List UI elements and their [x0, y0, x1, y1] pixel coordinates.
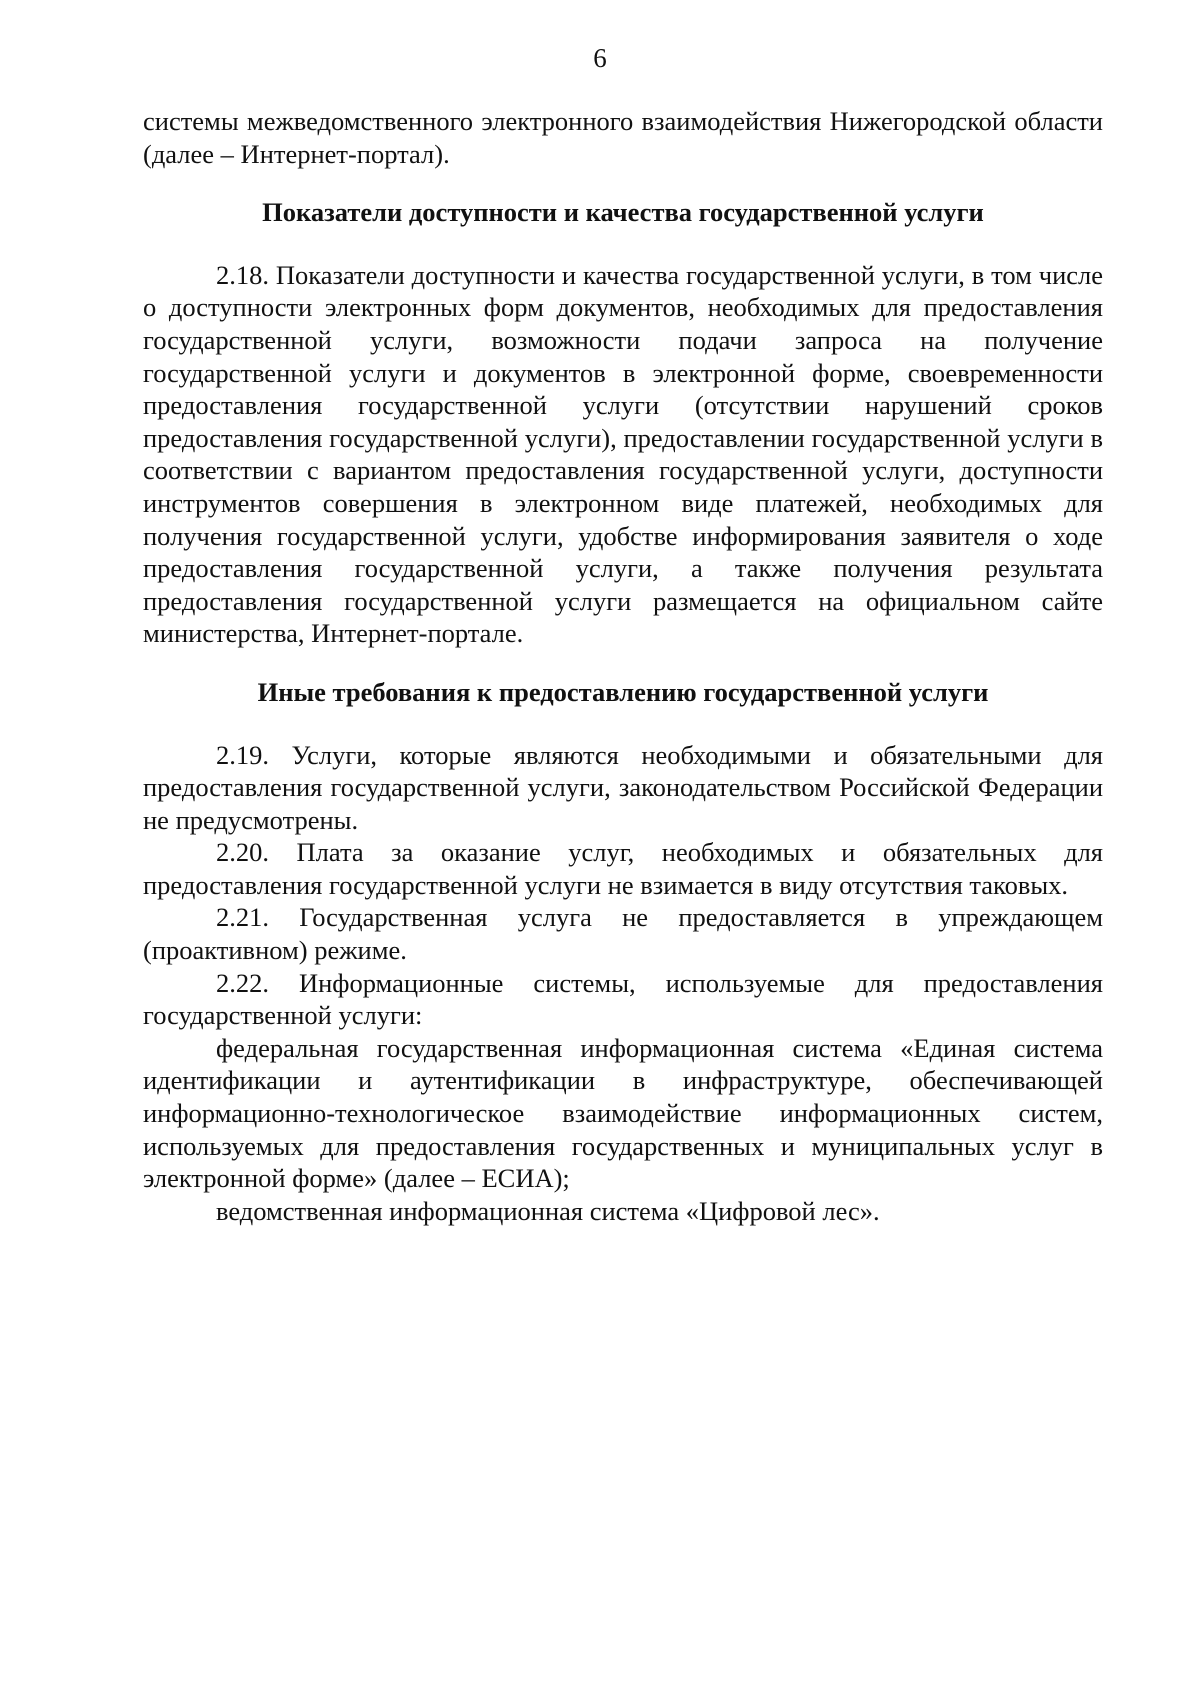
document-body	[143, 105, 1103, 1227]
paragraph-2-21: 2.21. Государственная услуга не предоставляется в упреждающем (проактивном) режиме.	[143, 902, 1103, 966]
continuation-paragraph: системы межведомственного электронного взаимодействия Нижегородской области (далее – Интернет-портал).	[143, 106, 1103, 169]
paragraph-2-18: 2.18. Показатели доступности и качества государственной услуги, в том числе о доступности электронных форм документов, необходимых для предоставления государственной услуги, возможности подачи запроса на получение государственной услуги и документов в электронной форме, своевременности предоставления государственной услуги (отсутствии нарушений сроков предоставления государственной услуги), предоставлении государственной услуги в соответствии с вариантом предоставления государственной услуги, доступности инструментов совершения в электронном виде платежей, необходимых для получения государственной услуги, удобстве информирования заявителя о ходе предоставления государственной услуги, а также получения результата предоставления государственной услуги размещается на официальном сайте министерства, Интернет-портале.	[143, 259, 1103, 649]
paragraph-2-19: 2.19. Услуги, которые являются необходимыми и обязательными для предоставления государственной услуги, законодательством Российской Федерации не предусмотрены.	[143, 739, 1103, 835]
paragraph-2-22: 2.22. Информационные системы, используемые для предоставления государственной услуги:	[143, 967, 1103, 1031]
paragraph-2-20: 2.20. Плата за оказание услуг, необходимых и обязательных для предоставления государственной услуги не взимается в виду отсутствия таковых.	[143, 837, 1103, 900]
paragraph-digital-forest: ведомственная информационная система «Цифровой лес».	[216, 1195, 880, 1226]
page-number: 6	[593, 43, 607, 73]
section-heading-availability: Показатели доступности и качества государственной услуги	[262, 197, 984, 228]
paragraph-esia: федеральная государственная информационная система «Единая система идентификации и аутентификации в инфраструктуре, обеспечивающей информационно-технологическое взаимодействие информационных систем, используемых для предоставления государственных и муниципальных услуг в электронной форме» (далее – ЕСИА);	[143, 1032, 1103, 1194]
section-heading-other-requirements: Иные требования к предоставлению государственной услуги	[257, 676, 989, 707]
